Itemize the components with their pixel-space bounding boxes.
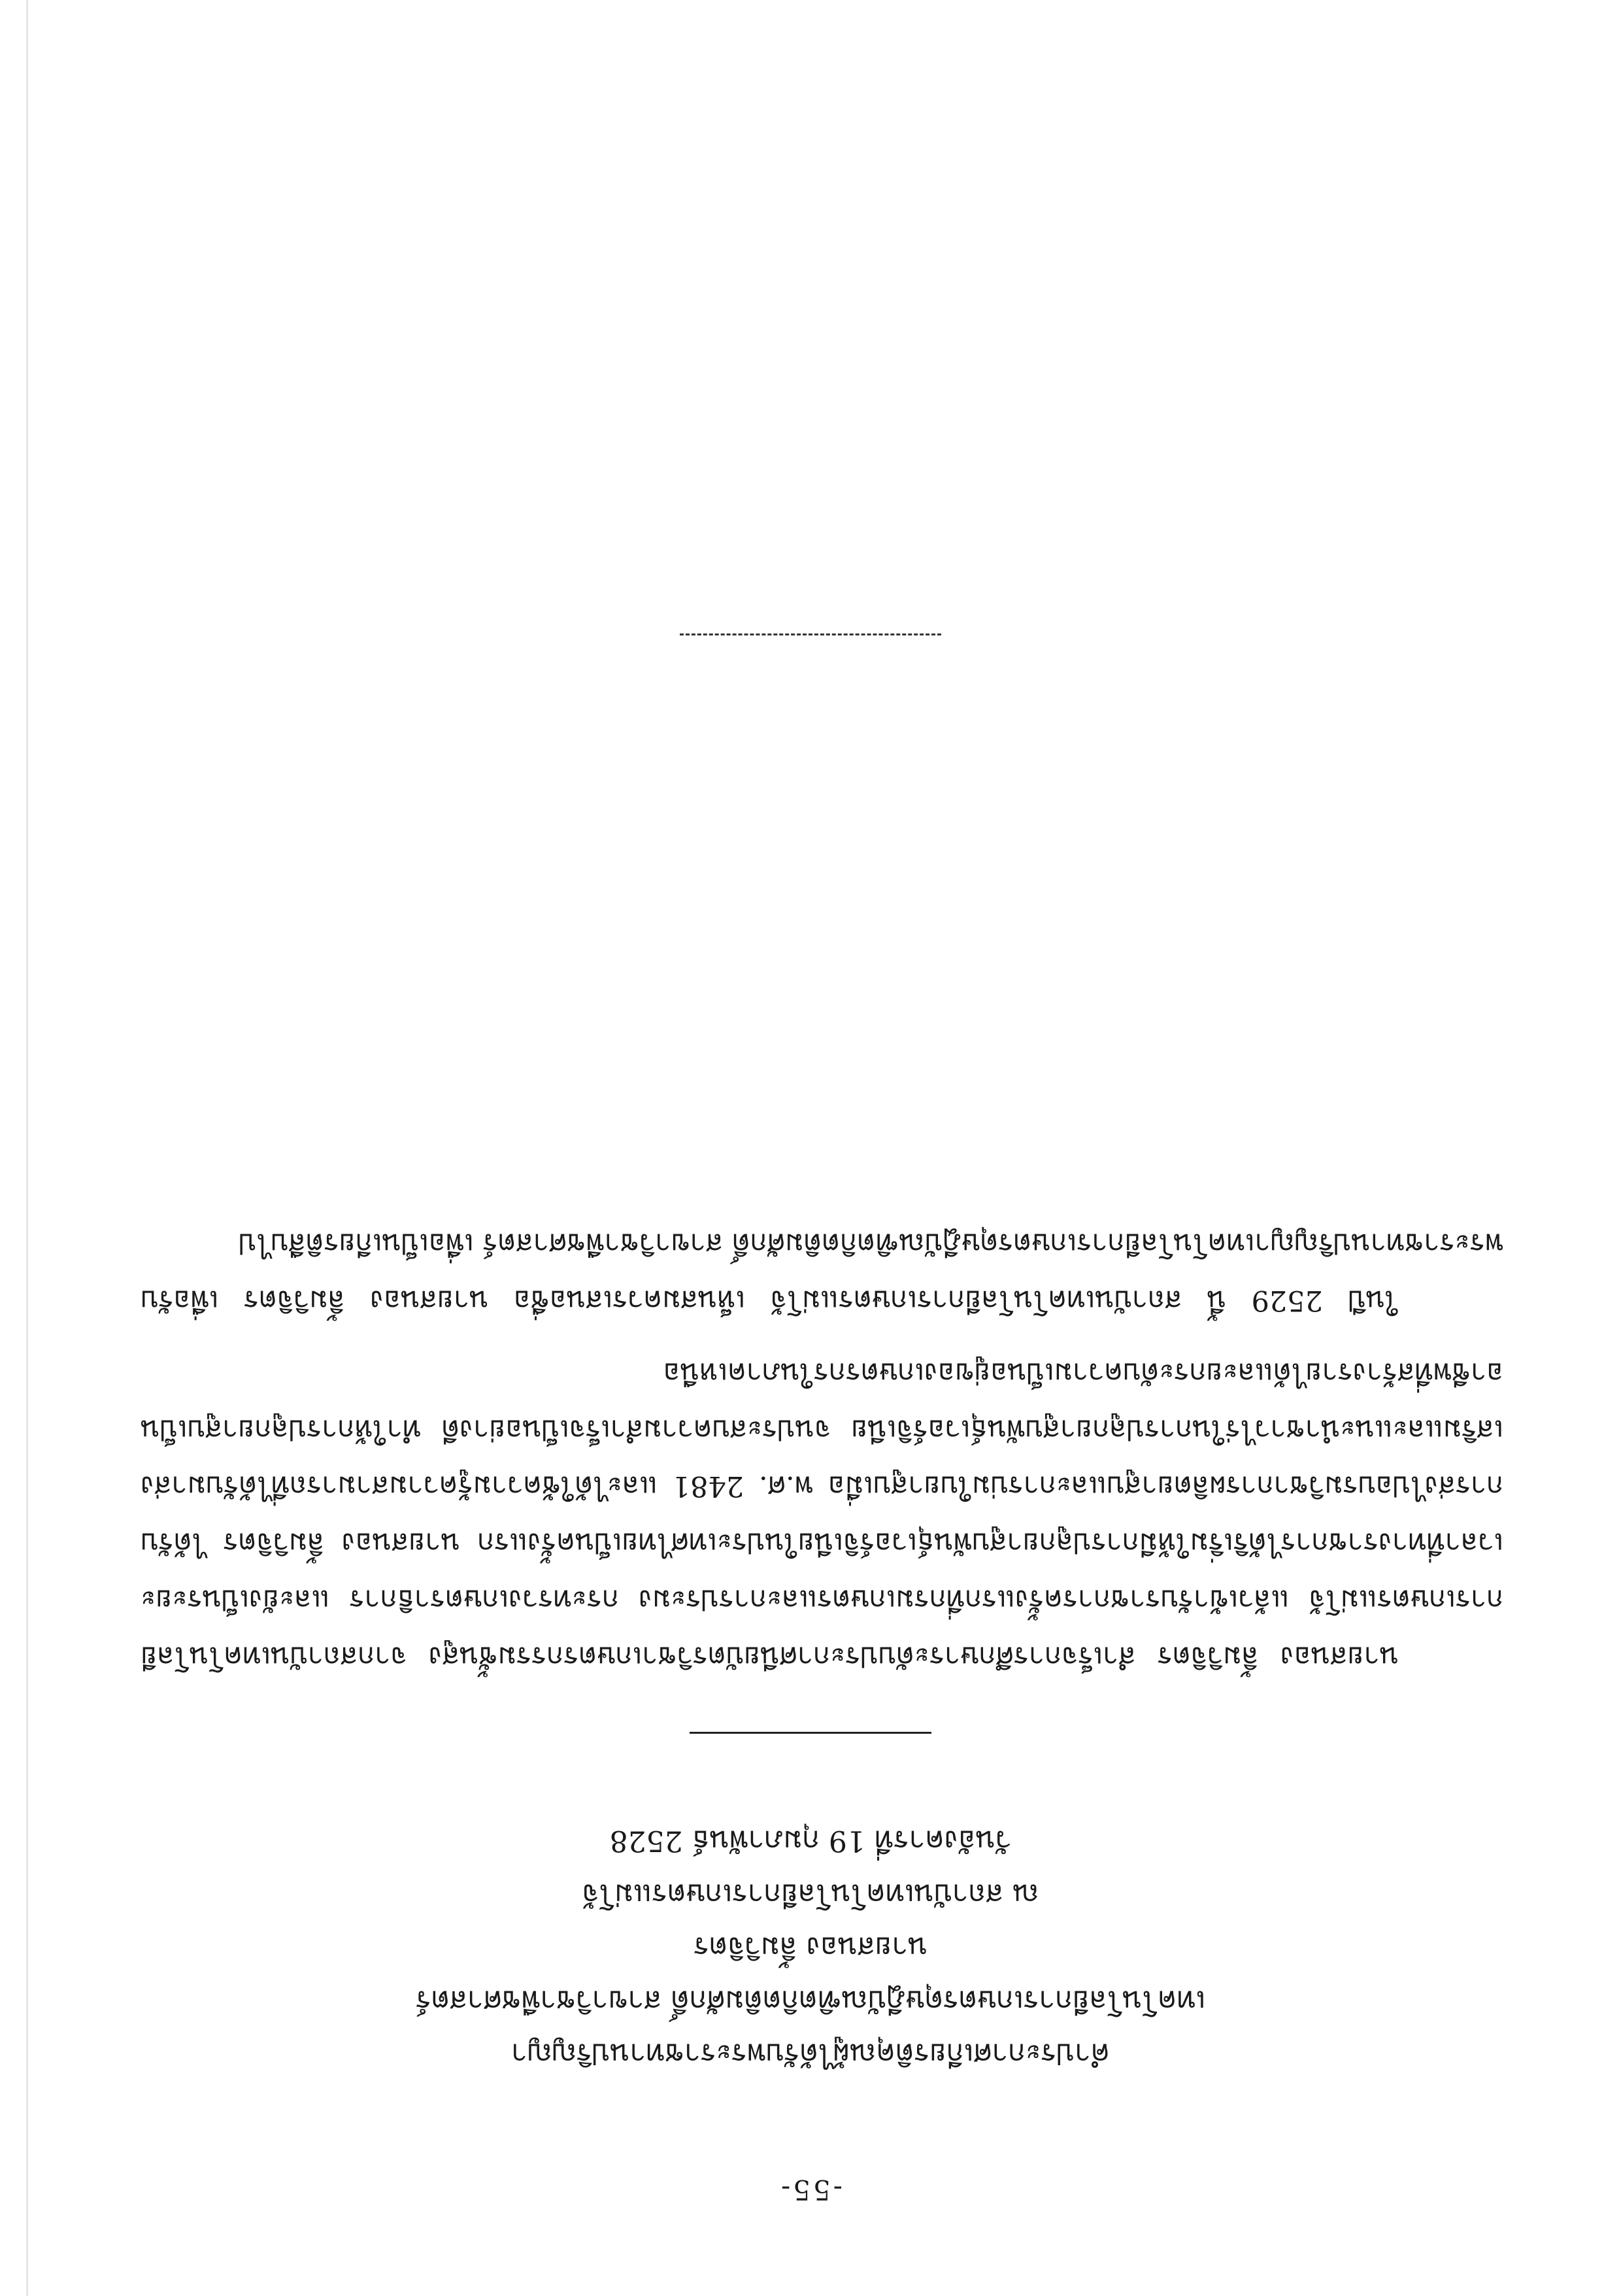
header-degree-line: เทคโนโลยีการเกษตรดุษฎีบัณฑิตกิตติมศักดิ์ สาขาวิชาพืชศาสตร์ (415, 1984, 1206, 2017)
header-institution: ณ สถาบันเทคโนโลยีการเกษตรแม่โจ้ (582, 1877, 1039, 1911)
page-number: -55- (778, 2174, 843, 2206)
header-divider (690, 1732, 931, 1734)
header-title-line: คำประกาศเกียรติคุณผู้ได้รับพระราชทานปริญญา (510, 2037, 1111, 2070)
citation-body (141, 1199, 1503, 1685)
end-divider (680, 633, 941, 635)
document-header (0, 1814, 1621, 2080)
header-recipient-name: นายสนอง ลิ้มวิจิตร (693, 1931, 928, 1965)
citation-paragraph: ในปี 2529 นี้ สถาบันเทคโนโลยีการเกษตรแม่โจ้ เห็นสมควรเสนอชื่อ นายสนอง ลิ้มวิจิตร เพื่อรับพระราชทานปริญญาเทคโนโลยีการเกษตรดุษฎีบัณฑิตกิตติมศักดิ์ สาขาวิชาพืชศาสตร์ เพื่อเป็นเกียรติสืบไป (141, 1226, 1503, 1317)
header-date: วันอังคารที่ 19 กุมภาพันธ์ 2528 (609, 1824, 1012, 1858)
citation-paragraph: นายสนอง ลิ้มวิจิตร สำเร็จการศึกษาระดับประกาศนียบัตรวิชาเกษตรกรรมชั้นสูง จากสถาบันเทคโนโลยีการเกษตรแม่โจ้ แล้วเข้ารับราชการครั้งแรกที่กรมเกษตรและการประมง กระทรวงเกษตราธิการ และยังเป็นระยะเวลาที่ทางราชการได้ริเริ่มให้มีการปลูกยาสูบพันธุ์เวอร์จิเนียในประเทศไทยเป็นครั้งแรก นายสนอง ลิ้มวิจิตร ได้รับการส่งไปอบรมวิชาการผลิตยาสูบและการบ่มใบยาสูบเมื่อ พ.ศ. 2481 และได้ใช้ความรู้ความสามารถที่ได้รับมาส่งเสริมและแนะนำชาวไร่ในการปลูกยาสูบพันธุ์เวอร์จิเนีย จนประสบความสำเร็จเป็นอย่างดี ทำให้การปลูกยาสูบเป็นอาชีพที่สร้างรายได้และยกระดับความเป็นอยู่ของเกษตรกรในภาคเหนือ (141, 1356, 1503, 1673)
